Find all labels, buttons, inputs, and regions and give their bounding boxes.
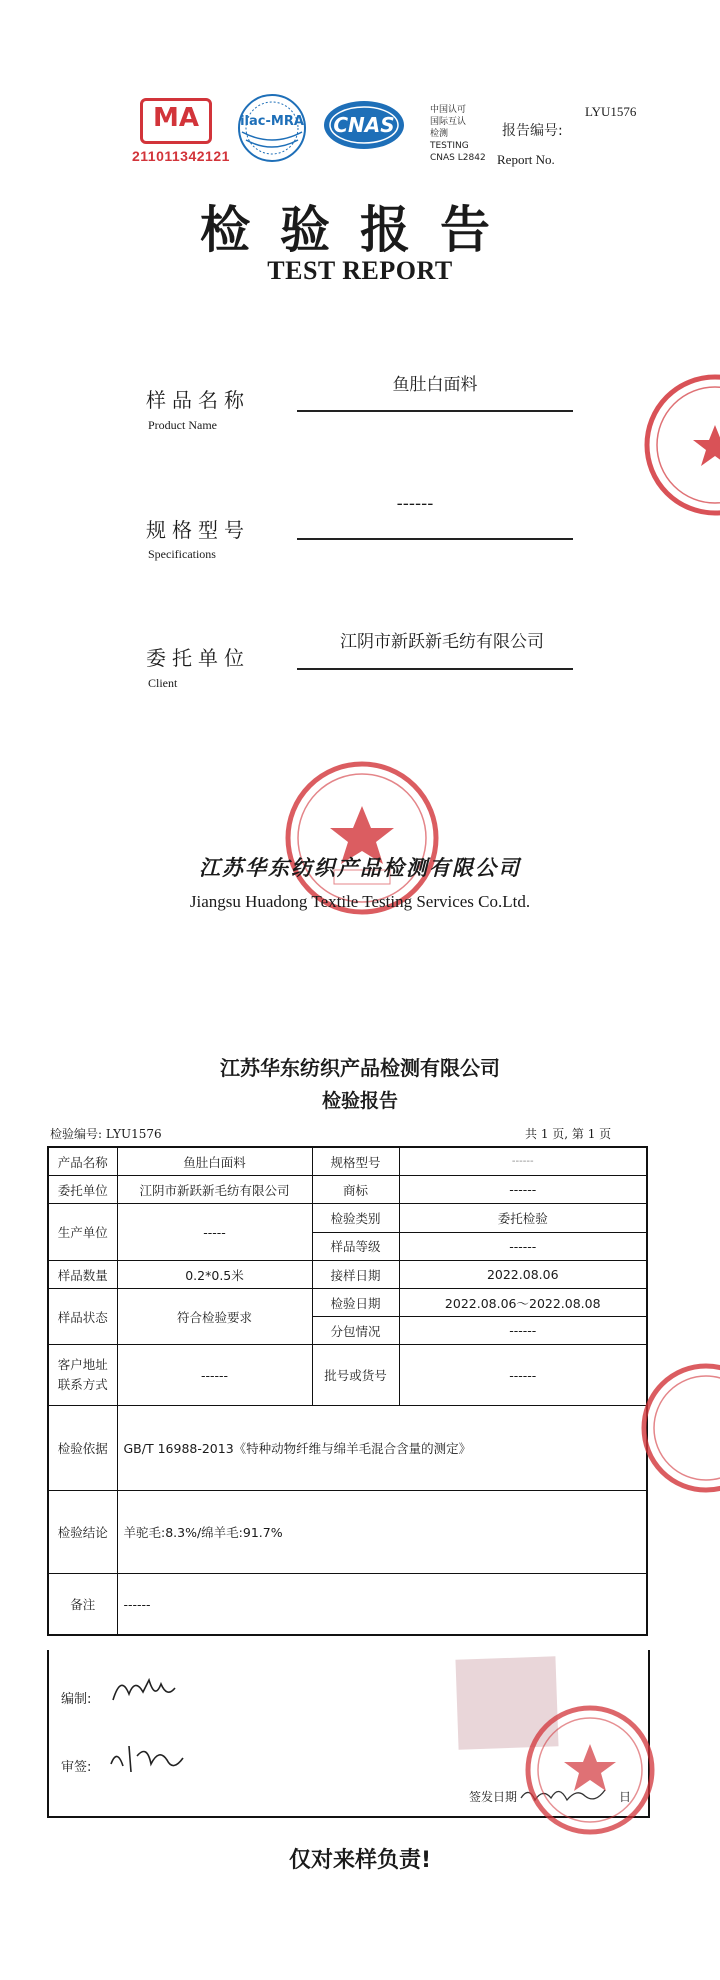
specifications-label-en: Specifications	[148, 547, 216, 561]
contact-label-line: 联系方式	[57, 1377, 108, 1392]
cnas-line: 中国认可	[430, 105, 467, 115]
page-info: 共 1 页, 第 1 页	[525, 1127, 612, 1141]
cell-value: 鱼肚白面料	[117, 1147, 312, 1176]
cell-label: 备注	[48, 1574, 117, 1636]
report-table	[47, 1146, 648, 1636]
table-row	[48, 1261, 647, 1289]
client-underline	[297, 668, 573, 670]
table-row	[48, 1289, 647, 1317]
report-number-label: 检验编号:	[50, 1127, 103, 1141]
product-name-label-en: Product Name	[148, 418, 217, 432]
table-row	[48, 1406, 647, 1491]
cell-label: 检验类别	[312, 1204, 399, 1233]
table-row	[48, 1574, 647, 1636]
footer-disclaimer: 仅对来样负责!	[288, 1848, 432, 1873]
table-row	[48, 1491, 647, 1574]
cell-label: 产品名称	[48, 1147, 117, 1176]
cell-value: 江阴市新跃新毛纺有限公司	[117, 1176, 312, 1204]
reviewer-signature	[107, 1738, 187, 1782]
table-row	[48, 1204, 647, 1233]
compiler-label: 编制:	[61, 1692, 92, 1707]
table-row	[48, 1176, 647, 1204]
client-label: 委托单位	[146, 646, 250, 670]
specifications-value: ------	[396, 494, 434, 514]
cell-label: 样品数量	[48, 1261, 117, 1289]
cell-label: 接样日期	[312, 1261, 399, 1289]
cell-label: 样品等级	[312, 1232, 399, 1261]
client-label-en: Client	[148, 676, 178, 690]
specifications-underline	[297, 538, 573, 540]
cover-page	[0, 0, 720, 950]
cell-value: 2022.08.06～2022.08.08	[399, 1289, 647, 1317]
reviewer-label: 审签:	[61, 1760, 92, 1775]
issue-day-label: 日	[619, 1790, 632, 1804]
cell-label: 分包情况	[312, 1317, 399, 1345]
cnas-line: CNAS L2842	[430, 153, 486, 163]
cell-value: ------	[399, 1345, 647, 1406]
cell-value: -----	[117, 1204, 312, 1261]
test-conclusion: 羊驼毛:8.3%/绵羊毛:91.7%	[117, 1491, 647, 1574]
cma-number: 211011342121	[132, 148, 230, 164]
cell-value: ------	[399, 1317, 647, 1345]
cell-value: ------	[399, 1147, 647, 1176]
cma-logo: MA	[140, 98, 212, 144]
report-number-value: LYU1576	[105, 1127, 162, 1141]
cover-title: 检验报告	[200, 200, 520, 259]
cell-label: 规格型号	[312, 1147, 399, 1176]
ilac-text: ilac-MRA	[240, 114, 304, 129]
cell-value: ------	[399, 1232, 647, 1261]
cell-label: 委托单位	[48, 1176, 117, 1204]
cell-label	[48, 1345, 117, 1406]
cover-title-en: TEST REPORT	[267, 256, 453, 285]
report-no-label-en: Report No.	[497, 152, 555, 167]
compiler-signature	[109, 1670, 179, 1714]
ilac-mra-logo	[236, 92, 308, 164]
cell-label: 检验日期	[312, 1289, 399, 1317]
cnas-line: TESTING	[430, 141, 469, 151]
report-title: 检验报告	[321, 1090, 398, 1112]
product-name-value: 鱼肚白面料	[392, 375, 478, 395]
table-row	[48, 1345, 647, 1406]
cnas-logo	[322, 98, 406, 152]
test-basis: GB/T 16988-2013《特种动物纤维与绵羊毛混合含量的测定》	[117, 1406, 647, 1491]
cell-label: 检验依据	[48, 1406, 117, 1491]
cell-value: 委托检验	[399, 1204, 647, 1233]
cell-value: 2022.08.06	[399, 1261, 647, 1289]
table-row	[48, 1147, 647, 1176]
issue-date-label: 签发日期	[469, 1790, 518, 1804]
cnas-text: CNAS	[333, 113, 395, 137]
seal-stamp-edge	[630, 370, 720, 520]
report-no-value: LYU1576	[585, 104, 637, 119]
product-name-label: 样品名称	[146, 388, 250, 412]
company-name-en: Jiangsu Huadong Textile Testing Services Co.Ltd.	[189, 892, 531, 911]
cell-label: 检验结论	[48, 1491, 117, 1574]
product-name-underline	[297, 410, 573, 412]
cell-label: 生产单位	[48, 1204, 117, 1261]
client-value: 江阴市新跃新毛纺有限公司	[340, 632, 544, 652]
report-no-label-cn: 报告编号:	[502, 123, 563, 139]
cnas-line: 检测	[430, 129, 449, 139]
cnas-accreditation-text	[430, 104, 486, 164]
seal-stamp-edge	[636, 1358, 720, 1498]
report-company: 江苏华东纺织产品检测有限公司	[220, 1056, 500, 1080]
inspection-seal-stamp	[520, 1700, 660, 1840]
cell-label: 商标	[312, 1176, 399, 1204]
cell-value: ------	[117, 1345, 312, 1406]
company-name-cn: 江苏华东纺织产品检测有限公司	[199, 856, 521, 880]
cell-value: 符合检验要求	[117, 1289, 312, 1345]
cnas-line: 国际互认	[430, 117, 467, 127]
cell-value: ------	[399, 1176, 647, 1204]
cell-label: 批号或货号	[312, 1345, 399, 1406]
remark-value: ------	[117, 1574, 647, 1636]
address-label-line: 客户地址	[57, 1357, 108, 1372]
specifications-label: 规格型号	[146, 518, 250, 542]
cell-label: 样品状态	[48, 1289, 117, 1345]
cell-value: 0.2*0.5米	[117, 1261, 312, 1289]
report-number	[50, 1125, 162, 1142]
